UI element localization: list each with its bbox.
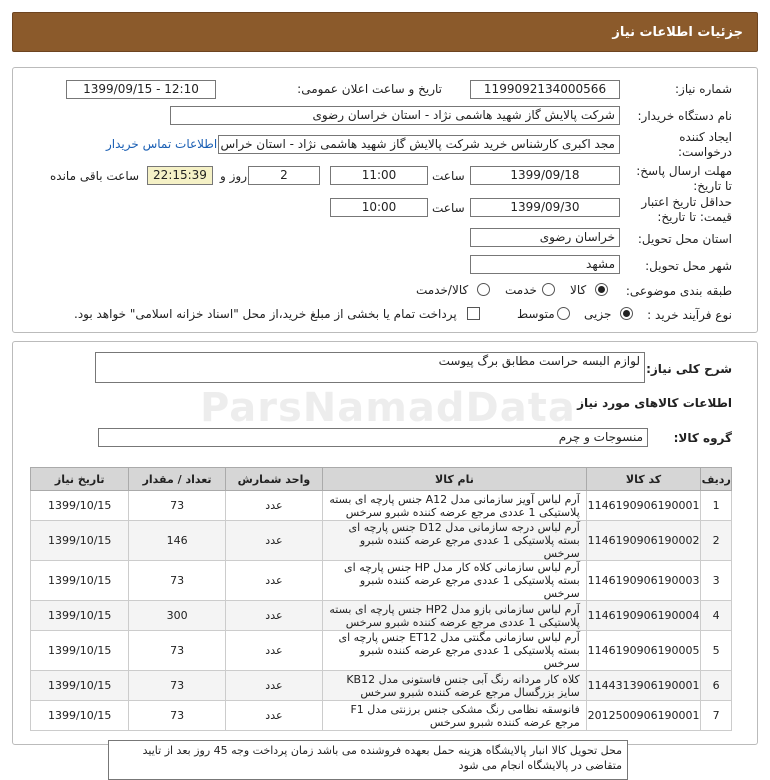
- deadline-date-field: 1399/09/18: [470, 166, 620, 185]
- cell-name: کلاه کار مردانه رنگ آبی جنس فاستونی مدل KB12 سایز بزرگسال مرجع عرضه کننده شبرو سرخس: [323, 671, 587, 701]
- cell-name: آرم لباس سازمانی بازو مدل HP2 جنس پارچه ای بسته پلاستیکی 1 عددی مرجع عرضه کننده شبرو سرخس: [323, 601, 587, 631]
- cell-unit: عدد: [225, 701, 322, 731]
- goods-table-header: [31, 468, 732, 491]
- remaining-label: ساعت باقی مانده: [50, 169, 140, 183]
- cell-code: 1146190906190005: [586, 631, 701, 671]
- cell-row: 7: [701, 701, 732, 731]
- category-option-service: خدمت: [505, 283, 537, 297]
- treasury-payment-checkbox[interactable]: [467, 307, 480, 320]
- cell-unit: عدد: [225, 521, 322, 561]
- cell-row: 3: [701, 561, 732, 601]
- category-radio-service[interactable]: [542, 283, 555, 296]
- deadline-time-field: 11:00: [330, 166, 428, 185]
- cell-date: 1399/10/15: [31, 491, 129, 521]
- cell-name: فانوسقه نظامی رنگ مشکی جنس برزنتی مدل F1 مرجع عرضه کننده شبرو سرخس: [323, 701, 587, 731]
- cell-unit: عدد: [225, 671, 322, 701]
- deadline-label-2: تا تاریخ:: [693, 179, 732, 193]
- cell-unit: عدد: [225, 491, 322, 521]
- cell-qty: 73: [129, 561, 225, 601]
- cell-row: 2: [701, 521, 732, 561]
- cell-code: 1146190906190002: [586, 521, 701, 561]
- cell-row: 4: [701, 601, 732, 631]
- remaining-time-field: 22:15:39: [147, 166, 213, 185]
- buyer-field: شرکت پالایش گاز شهید هاشمی نژاد - استان خراسان رضوی: [170, 106, 620, 125]
- purchase-option-medium: متوسط: [517, 307, 555, 321]
- category-radio-goods-service[interactable]: [477, 283, 490, 296]
- cell-code: 1144313906190001: [586, 671, 701, 701]
- cell-date: 1399/10/15: [31, 701, 129, 731]
- category-radio-goods[interactable]: [595, 283, 608, 296]
- cell-code: 1146190906190004: [586, 601, 701, 631]
- need-number-label: شماره نیاز:: [675, 82, 732, 96]
- col-name: نام کالا: [323, 468, 587, 491]
- creator-label-2: درخواست:: [678, 145, 732, 159]
- cell-name: آرم لباس درجه سازمانی مدل D12 جنس پارچه ای بسته پلاستیکی 1 عددی مرجع عرضه کننده شبرو سرخس: [323, 521, 587, 561]
- cell-code: 2012500906190001: [586, 701, 701, 731]
- table-row: [31, 491, 732, 521]
- buyer-notes: محل تحویل کالا انبار پالایشگاه هزینه حمل بعهده فروشنده می باشد زمان پرداخت وجه 45 روز بعد از تایید متقاضی در پالایشگاه انجام می شود: [108, 740, 628, 780]
- cell-qty: 146: [129, 521, 225, 561]
- treasury-payment-text: پرداخت تمام یا بخشی از مبلغ خرید،از محل "اسناد خزانه اسلامی" خواهد بود.: [74, 307, 457, 321]
- col-date: تاریخ نیاز: [31, 468, 129, 491]
- page-header: جزئیات اطلاعات نیاز: [12, 12, 758, 52]
- goods-group-label: گروه کالا:: [673, 431, 732, 445]
- table-row: [31, 671, 732, 701]
- goods-table: [30, 467, 732, 731]
- announce-label: تاریخ و ساعت اعلان عمومی:: [297, 82, 442, 96]
- cell-date: 1399/10/15: [31, 561, 129, 601]
- need-number-field: 1199092134000566: [470, 80, 620, 99]
- category-option-goods-service: کالا/خدمت: [416, 283, 469, 297]
- creator-label-1: ایجاد کننده: [679, 130, 732, 144]
- table-row: [31, 701, 732, 731]
- col-row: ردیف: [701, 468, 732, 491]
- city-field: مشهد: [470, 255, 620, 274]
- validity-time-field: 10:00: [330, 198, 428, 217]
- cell-name: آرم لباس آویز سازمانی مدل A12 جنس پارچه ای بسته پلاستیکی 1 عددی مرجع عرضه کننده شبرو سرخس: [323, 491, 587, 521]
- table-row: [31, 561, 732, 601]
- cell-code: 1146190906190003: [586, 561, 701, 601]
- cell-unit: عدد: [225, 601, 322, 631]
- validity-label-2: قیمت: تا تاریخ:: [657, 210, 732, 224]
- goods-section-title: اطلاعات کالاهای مورد نیاز: [577, 396, 732, 410]
- purchase-label: نوع فرآیند خرید :: [647, 308, 732, 322]
- cell-row: 6: [701, 671, 732, 701]
- purchase-radio-medium[interactable]: [557, 307, 570, 320]
- province-field: خراسان رضوی: [470, 228, 620, 247]
- validity-label-1: حداقل تاریخ اعتبار: [641, 195, 732, 209]
- col-code: کد کالا: [586, 468, 701, 491]
- validity-time-label: ساعت: [432, 201, 465, 215]
- deadline-label-1: مهلت ارسال پاسخ:: [636, 164, 732, 178]
- cell-row: 5: [701, 631, 732, 671]
- table-row: [31, 601, 732, 631]
- cell-qty: 300: [129, 601, 225, 631]
- cell-date: 1399/10/15: [31, 631, 129, 671]
- cell-date: 1399/10/15: [31, 671, 129, 701]
- days-field: 2: [248, 166, 320, 185]
- col-unit: واحد شمارش: [225, 468, 322, 491]
- cell-qty: 73: [129, 671, 225, 701]
- creator-field: مجد اکبری کارشناس خرید شرکت پالایش گاز شهید هاشمی نژاد - استان خراس: [218, 135, 620, 154]
- cell-code: 1146190906190001: [586, 491, 701, 521]
- cell-qty: 73: [129, 631, 225, 671]
- days-label: روز و: [220, 169, 247, 183]
- table-row: [31, 521, 732, 561]
- cell-date: 1399/10/15: [31, 521, 129, 561]
- buyer-label: نام دستگاه خریدار:: [637, 109, 732, 123]
- deadline-time-label: ساعت: [432, 169, 465, 183]
- province-label: استان محل تحویل:: [637, 232, 732, 246]
- purchase-radio-partial[interactable]: [620, 307, 633, 320]
- cell-name: آرم لباس سازمانی مگنتی مدل ET12 جنس پارچه ای بسته پلاستیکی 1 عددی مرجع عرضه کننده شبرو سرخس: [323, 631, 587, 671]
- category-label: طبقه بندی موضوعی:: [625, 284, 732, 298]
- goods-group-field: منسوجات و چرم: [98, 428, 648, 447]
- cell-name: آرم لباس سازمانی کلاه کار مدل HP جنس پارچه ای بسته پلاستیکی 1 عددی مرجع عرضه کننده شبرو سرخس: [323, 561, 587, 601]
- cell-unit: عدد: [225, 561, 322, 601]
- cell-qty: 73: [129, 491, 225, 521]
- announce-field: 1399/09/15 - 12:10: [66, 80, 216, 99]
- buyer-contact-link[interactable]: اطلاعات تماس خریدار: [106, 137, 218, 151]
- cell-date: 1399/10/15: [31, 601, 129, 631]
- table-row: [31, 631, 732, 671]
- category-option-goods: کالا: [570, 283, 587, 297]
- purchase-option-partial: جزیی: [584, 307, 612, 321]
- cell-unit: عدد: [225, 631, 322, 671]
- description-field: لوازم البسه حراست مطابق برگ پیوست: [95, 352, 645, 383]
- city-label: شهر محل تحویل:: [645, 259, 732, 273]
- validity-date-field: 1399/09/30: [470, 198, 620, 217]
- description-label: شرح کلی نیاز:: [646, 362, 732, 376]
- col-qty: تعداد / مقدار: [129, 468, 225, 491]
- cell-row: 1: [701, 491, 732, 521]
- cell-qty: 73: [129, 701, 225, 731]
